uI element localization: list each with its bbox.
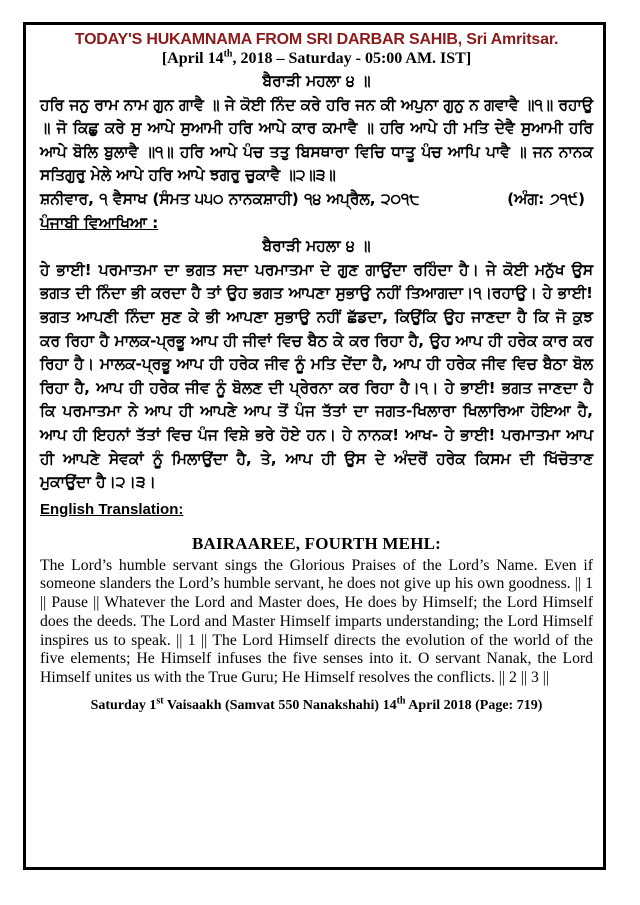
english-translation: The Lord’s humble servant sings the Glorious Praises of the Lord’s Name. Even if someone slanders the Lord’s humble servant, he does not give up his own goodness. || 1 || Pause || Whatever the Lord and Master does, He does by Himself; the Lord Himself does the deeds. The Lord and Master Himself imparts understanding; the Lord Himself inspires us to speak. || 1 || The Lord Himself directs the evolution of the world of the five elements; He Himself infuses the five senses into it. O servant Nanak, the Lord Himself unites us with the True Guru; He Himself resolves the conflicts. || 2 || 3 || <box>40 556 593 686</box>
ang-number: (ਅੰਗ: ੭੧੯) <box>507 189 585 208</box>
date-time-line: [April 14th, 2018 – Saturday - 05:00 AM. IST] <box>161 48 472 67</box>
gurmukhi-date: ਸ਼ਨੀਵਾਰ, ੧ ਵੈਸਾਖ (ਸੰਮਤ ੫੫੦ ਨਾਨਕਸ਼ਾਹੀ) ੧੪ ਅਪ੍ਰੈਲ, ੨੦੧੮ <box>40 189 420 208</box>
footer-date-line: Saturday 1st Vaisaakh (Samvat 550 Nanakshahi) 14th April 2018 (Page: 719) <box>90 694 543 713</box>
punjabi-heading: ਬੈਰਾੜੀ ਮਹਲਾ ੪ ॥ <box>262 237 371 256</box>
gurmukhi-date-line <box>40 188 593 212</box>
punjabi-explanation: ਹੇ ਭਾਈ! ਪਰਮਾਤਮਾ ਦਾ ਭਗਤ ਸਦਾ ਪਰਮਾਤਮਾ ਦੇ ਗੁਣ ਗਾਉਂਦਾ ਰਹਿੰਦਾ ਹੈ। ਜੇ ਕੋਈ ਮਨੁੱਖ ਉਸ ਭਗਤ ਦੀ ਨਿੰਦਾ ਭੀ ਕਰਦਾ ਹੈ ਤਾਂ ਉਹ ਭਗਤ ਆਪਣਾ ਸੁਭਾਉ ਨਹੀਂ ਤਿਆਗਦਾ।੧।ਰਹਾਉ। ਹੇ ਭਾਈ! ਭਗਤ ਆਪਣੀ ਨਿੰਦਾ ਸੁਣ ਕੇ ਭੀ ਆਪਣਾ ਸੁਭਾਉ ਨਹੀਂ ਛੱਡਦਾ, ਕਿਉਂਕਿ ਉਹ ਜਾਣਦਾ ਹੈ ਕਿ ਜੋ ਕੁਝ ਕਰ ਰਿਹਾ ਹੈ ਮਾਲਕ-ਪ੍ਰਭੂ ਆਪ ਹੀ ਜੀਵਾਂ ਵਿਚ ਬੈਠ ਕੇ ਕਰ ਰਿਹਾ ਹੈ, ਉਹ ਆਪ ਹੀ ਹਰੇਕ ਕਾਰ ਕਰ ਰਿਹਾ ਹੈ। ਮਾਲਕ-ਪ੍ਰਭੂ ਆਪ ਹੀ ਹਰੇਕ ਜੀਵ ਨੂੰ ਮਤਿ ਦੇਂਦਾ ਹੈ, ਆਪ ਹੀ ਹਰੇਕ ਜੀਵ ਵਿਚ ਬੈਠਾ ਬੋਲ ਰਿਹਾ ਹੈ, ਆਪ ਹੀ ਹਰੇਕ ਜੀਵ ਨੂੰ ਬੋਲਣ ਦੀ ਪ੍ਰੇਰਨਾ ਕਰ ਰਿਹਾ ਹੈ।੧। ਹੇ ਭਾਈ! ਭਗਤ ਜਾਣਦਾ ਹੈ ਕਿ ਪਰਮਾਤਮਾ ਨੇ ਆਪ ਹੀ ਆਪਣੇ ਆਪ ਤੋਂ ਪੰਜ ਤੱਤਾਂ ਦਾ ਜਗਤ-ਖਿਲਾਰਾ ਖਿਲਾਰਿਆ ਹੋਇਆ ਹੈ, ਆਪ ਹੀ ਇਹਨਾਂ ਤੱਤਾਂ ਵਿਚ ਪੰਜ ਵਿਸ਼ੇ ਭਰੇ ਹੋਏ ਹਨ। ਹੇ ਨਾਨਕ! ਆਖ- ਹੇ ਭਾਈ! ਪਰਮਾਤਮਾ ਆਪ ਹੀ ਆਪਣੇ ਸੇਵਕਾਂ ਨੂੰ ਮਿਲਾਉਂਦਾ ਹੈ, ਤੇ, ਆਪ ਹੀ ਉਸ ਦੇ ਅੰਦਰੋਂ ਹਰੇਕ ਕਿਸਮ ਦੀ ਖਿੱਚੋਤਾਣ ਮੁਕਾਉਂਦਾ ਹੈ।੨।੩। <box>40 260 593 492</box>
english-heading: BAIRAAREE, FOURTH MEHL: <box>191 533 442 553</box>
punjabi-section-label: ਪੰਜਾਬੀ ਵਿਆਖਿਆ : <box>40 213 159 232</box>
hymn-text: ਹਰਿ ਜਨੁ ਰਾਮ ਨਾਮ ਗੁਨ ਗਾਵੈ ॥ ਜੇ ਕੋਈ ਨਿੰਦ ਕਰੇ ਹਰਿ ਜਨ ਕੀ ਅਪੁਨਾ ਗੁਨੁ ਨ ਗਵਾਵੈ ॥੧॥ ਰਹਾਉ ॥ ਜੋ ਕਿਛੁ ਕਰੇ ਸੁ ਆਪੇ ਸੁਆਮੀ ਹਰਿ ਆਪੇ ਕਾਰ ਕਮਾਵੈ ॥ ਹਰਿ ਆਪੇ ਹੀ ਮਤਿ ਦੇਵੈ ਸੁਆਮੀ ਹਰਿ ਆਪੇ ਬੋਲਿ ਬੁਲਾਵੈ ॥੧॥ ਹਰਿ ਆਪੇ ਪੰਚ ਤਤੁ ਬਿਸਥਾਰਾ ਵਿਚਿ ਧਾਤੂ ਪੰਚ ਆਪਿ ਪਾਵੈ ॥ ਜਨ ਨਾਨਕ ਸਤਿਗੁਰੁ ਮੇਲੇ ਆਪੇ ਹਰਿ ਆਪੇ ਝਗਰੁ ਚੁਕਾਵੈ ॥੨॥੩॥ <box>40 95 593 185</box>
hymn-heading: ਬੈਰਾੜੀ ਮਹਲਾ ੪ ॥ <box>262 72 371 90</box>
english-section-label: English Translation: <box>40 500 184 518</box>
page-content <box>40 31 593 714</box>
page-border <box>23 22 606 870</box>
page-title: TODAY'S HUKAMNAMA FROM SRI DARBAR SAHIB, Sri Amritsar. <box>74 31 559 48</box>
